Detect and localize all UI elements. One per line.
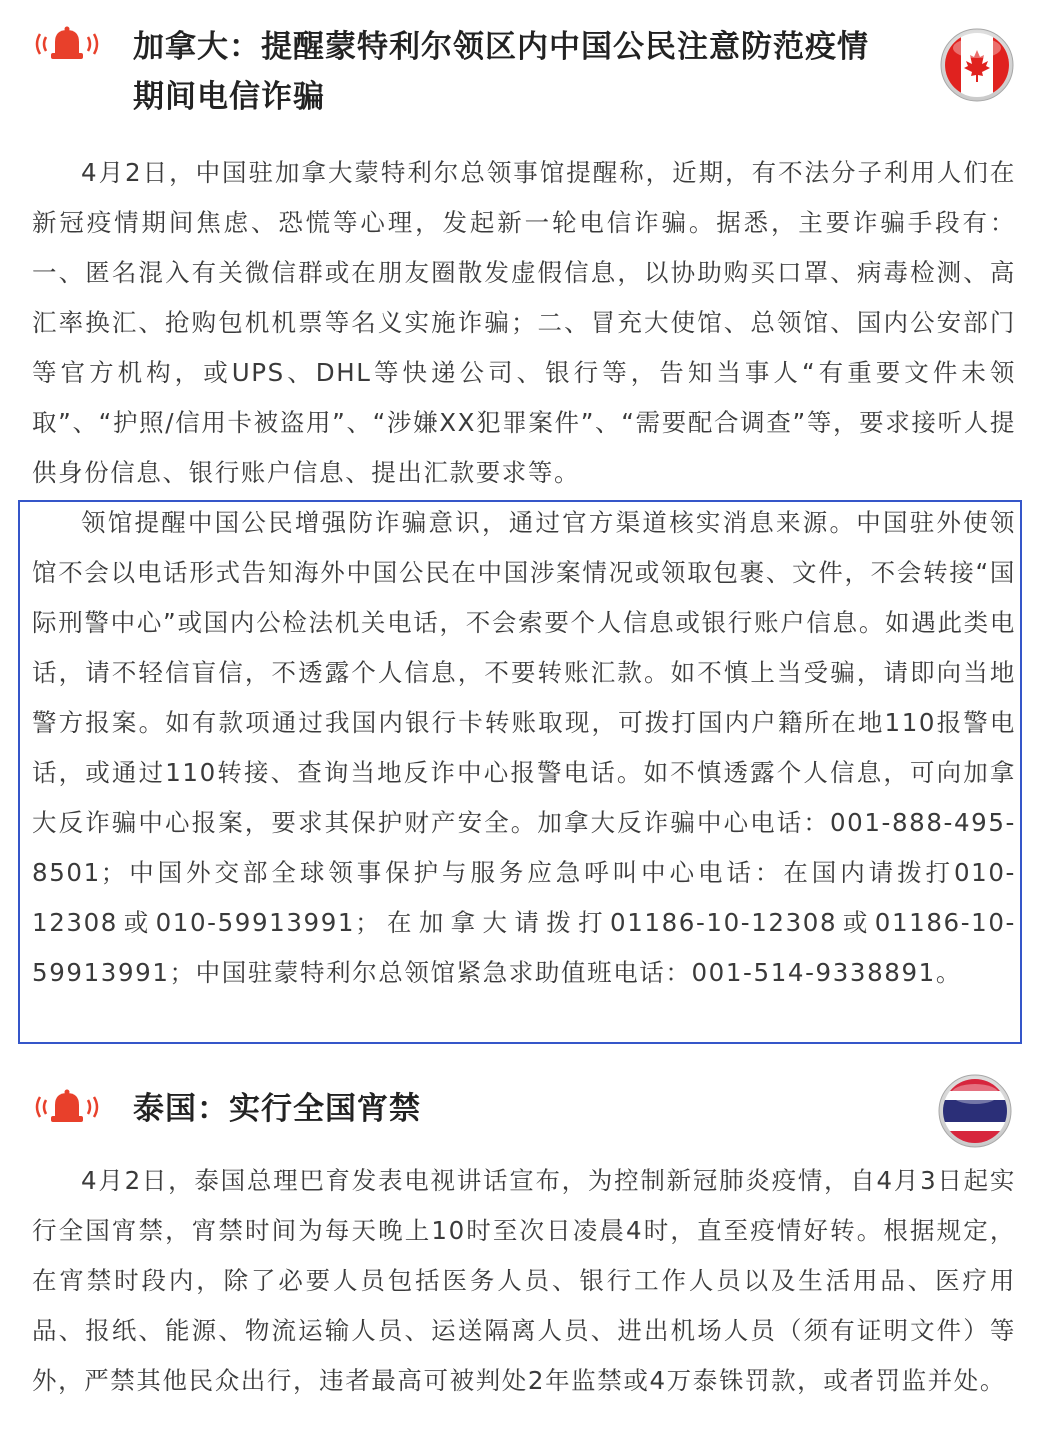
canada-paragraph: 4月2日，中国驻加拿大蒙特利尔总领事馆提醒称，近期，有不法分子利用人们在新冠疫情期间焦虑、恐慌等心理，发起新一轮电信诈骗。据悉，主要诈骗手段有：一、匿名混入有关微信群或在朋友圈散发虚假信息，以协助购买口罩、病毒检测、高汇率换汇、抢购包机机票等名义实施诈骗；二、冒充大使馆、总领馆、国内公安部门等官方机构，或UPS、DHL等快递公司、银行等，告知当事人“有重要文件未领取”、“护照/信用卡被盗用”、“涉嫌XX犯罪案件”、“需要配合调查”等，要求接听人提供身份信息、银行账户信息、提出汇款要求等。	[32, 158, 1016, 487]
alarm-bell-icon	[32, 24, 102, 64]
title-line-1: 加拿大：提醒蒙特利尔领区内中国公民注意防范疫情	[133, 29, 869, 65]
thailand-flag-icon	[938, 1074, 1012, 1148]
title-line-2: 期间电信诈骗	[133, 79, 325, 115]
thailand-paragraph: 4月2日，泰国总理巴育发表电视讲话宣布，为控制新冠肺炎疫情，自4月3日起实行全国宵禁，宵禁时间为每天晚上10时至次日凌晨4时，直至疫情好转。根据规定，在宵禁时段内，除了必要人员包括医务人员、银行工作人员以及生活用品、医疗用品、报纸、能源、物流运输人员、运送隔离人员、进出机场人员（须有证明文件）等外，严禁其他民众出行，违者最高可被判处2年监禁或4万泰铢罚款，或者罚监并处。	[32, 1166, 1016, 1395]
consulate-notice: 领馆提醒中国公民增强防诈骗意识，通过官方渠道核实消息来源。中国驻外使领馆不会以电话形式告知海外中国公民在中国涉案情况或领取包裹、文件，不会转接“国际刑警中心”或国内公检法机关电话，不会索要个人信息或银行账户信息。如遇此类电话，请不轻信盲信，不透露个人信息，不要转账汇款。如不慎上当受骗，请即向当地警方报案。如有款项通过我国内银行卡转账取现，可拨打国内户籍所在地110报警电话，或通过110转接、查询当地反诈中心报警电话。如不慎透露个人信息，可向加拿大反诈骗中心报案，要求其保护财产安全。加拿大反诈骗中心电话：001-888-495-8501；中国外交部全球领事保护与服务应急呼叫中心电话：在国内请拨打010-12308或010-59913991；在加拿大请拨打01186-10-12308或01186-10-59913991；中国驻蒙特利尔总领馆紧急求助值班电话：001-514-9338891。	[32, 508, 1016, 987]
section-title-canada	[133, 22, 913, 122]
section-title-thailand	[133, 1084, 913, 1134]
alarm-bell-icon	[32, 1087, 102, 1127]
title-line-1: 泰国：实行全国宵禁	[133, 1091, 421, 1127]
canada-flag-icon	[940, 28, 1014, 102]
